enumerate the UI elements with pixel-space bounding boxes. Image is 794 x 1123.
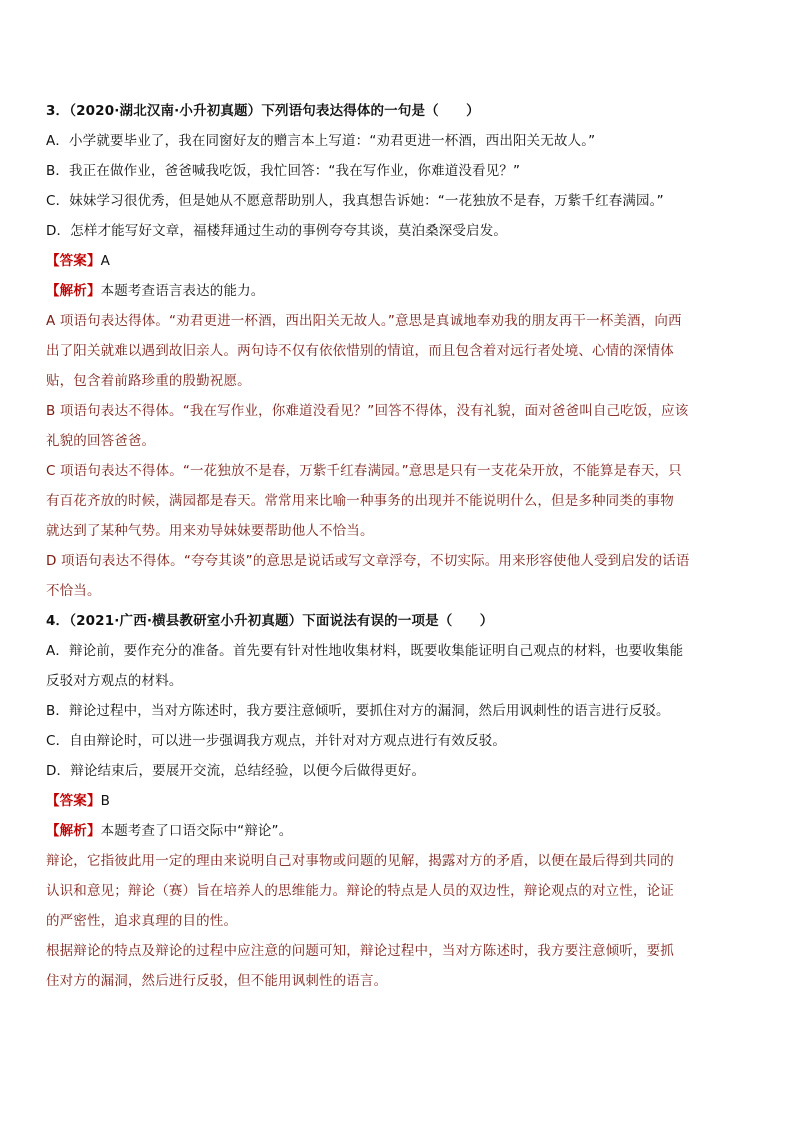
answer-value: B <box>100 793 111 809</box>
explanation-label: 【解析】 <box>46 283 101 299</box>
explanation-line: C 项语句表达不得体。“一花独放不是春，万紫千红春满园。”意思是只有一支花朵开放，不能算是春天，只 <box>46 463 682 479</box>
explanation-label: 【解析】 <box>46 823 101 839</box>
answer-line <box>46 246 758 276</box>
explanation-line: D 项语句表达不得体。“夸夸其谈”的意思是说话或写文章浮夸，不切实际。用来形容使他人受到启发的话语 <box>46 553 690 569</box>
explanation-line: 根据辩论的特点及辩论的过程中应注意的问题可知，辩论过程中，当对方陈述时，我方要注意倾听，要抓 <box>46 943 674 959</box>
option-a: A．小学就要毕业了，我在同窗好友的赠言本上写道：“劝君更进一杯酒，西出阳关无故人。” <box>46 133 596 149</box>
option-a-continued: 反驳对方观点的材料。 <box>46 673 183 689</box>
explanation-line: 的严密性，追求真理的目的性。 <box>46 913 238 929</box>
explanation-line: 辩论，它指彼此用一定的理由来说明自己对事物或问题的见解，揭露对方的矛盾，以便在最后得到共同的 <box>46 853 674 869</box>
option-b: B．我正在做作业，爸爸喊我吃饭，我忙回答：“我在写作业，你难道没看见？” <box>46 163 521 179</box>
answer-label: 【答案】 <box>46 253 101 269</box>
explanation-line: A 项语句表达得体。“劝君更进一杯酒，西出阳关无故人。”意思是真诚地奉劝我的朋友再干一杯美酒，向西 <box>46 313 682 329</box>
answer-value: A <box>100 253 110 269</box>
document-page <box>46 96 758 996</box>
option-c: C．妹妹学习很优秀，但是她从不愿意帮助别人，我真想告诉她：“一花独放不是春，万紫千红春满园。” <box>46 193 664 209</box>
explanation-line: 出了阳关就难以遇到故旧亲人。两句诗不仅有依依惜别的情谊，而且包含着对远行者处境、心情的深情体 <box>46 343 674 359</box>
explanation-line: 不恰当。 <box>46 583 101 599</box>
question-title: 4．（2021·广西·横县教研室小升初真题）下面说法有误的一项是（ ） <box>46 613 494 629</box>
option-d: D．辩论结束后，要展开交流，总结经验，以便今后做得更好。 <box>46 763 426 779</box>
answer-line <box>46 786 758 816</box>
explanation-line: 认识和意见；辩论（赛）旨在培养人的思维能力。辩论的特点是人员的双边性，辩论观点的对立性，论证 <box>46 883 674 899</box>
explanation-line: 住对方的漏洞，然后进行反驳，但不能用讽刺性的语言。 <box>46 973 388 989</box>
option-d: D．怎样才能写好文章，福楼拜通过生动的事例夸夸其谈，莫泊桑深受启发。 <box>46 223 507 239</box>
option-b: B．辩论过程中，当对方陈述时，我方要注意倾听，要抓住对方的漏洞，然后用讽刺性的语言进行反驳。 <box>46 703 670 719</box>
explanation-header <box>46 276 758 306</box>
explanation-line: 就达到了某种气势。用来劝导妹妹要帮助他人不恰当。 <box>46 523 374 539</box>
explanation-intro: 本题考查语言表达的能力。 <box>100 283 265 299</box>
explanation-intro: 本题考查了口语交际中“辩论”。 <box>100 823 293 839</box>
explanation-line: 有百花齐放的时候，满园都是春天。常常用来比喻一种事务的出现并不能说明什么，但是多种同类的事物 <box>46 493 674 509</box>
explanation-line: 礼貌的回答爸爸。 <box>46 433 156 449</box>
explanation-line: 贴，包含着前路珍重的殷勤祝愿。 <box>46 373 251 389</box>
explanation-header <box>46 816 758 846</box>
question-4 <box>46 606 758 996</box>
question-title: 3．（2020·湖北汉南·小升初真题）下列语句表达得体的一句是（ ） <box>46 103 480 119</box>
option-c: C．自由辩论时，可以进一步强调我方观点，并针对对方观点进行有效反驳。 <box>46 733 507 749</box>
option-a: A．辩论前，要作充分的准备。首先要有针对性地收集材料，既要收集能证明自己观点的材料，也要收集能 <box>46 643 684 659</box>
explanation-line: B 项语句表达不得体。“我在写作业，你难道没看见？”回答不得体，没有礼貌，面对爸爸叫自己吃饭，应该 <box>46 403 689 419</box>
question-3 <box>46 96 758 606</box>
answer-label: 【答案】 <box>46 793 101 809</box>
